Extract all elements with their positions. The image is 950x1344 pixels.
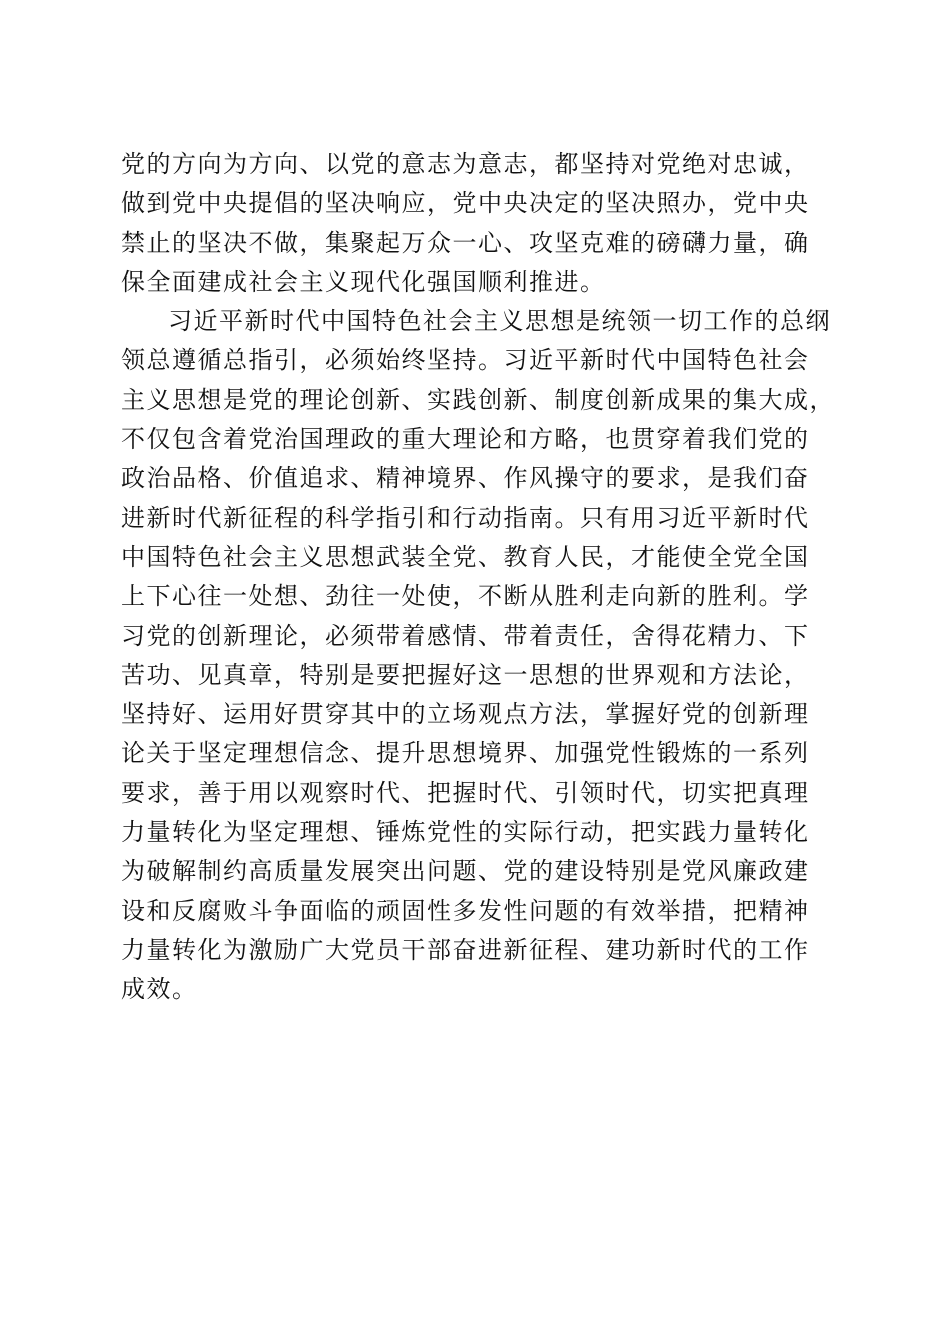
text-line: 习近平新时代中国特色社会主义思想是统领一切工作的总纲 xyxy=(168,307,831,336)
text-line: 保全面建成社会主义现代化强国顺利推进。 xyxy=(121,267,606,296)
text-line: 中国特色社会主义思想武装全党、教育人民，才能使全党全国 xyxy=(121,542,810,571)
document-body xyxy=(121,145,833,1010)
text-line: 成效。 xyxy=(121,975,198,1004)
text-line: 进新时代新征程的科学指引和行动指南。只有用习近平新时代 xyxy=(121,503,810,532)
text-line: 论关于坚定理想信念、提升思想境界、加强党性锻炼的一系列 xyxy=(121,739,810,768)
text-line: 设和反腐败斗争面临的顽固性多发性问题的有效举措，把精神 xyxy=(121,896,810,925)
text-line: 党的方向为方向、以党的意志为意志，都坚持对党绝对忠诚， xyxy=(121,150,810,178)
text-line: 力量转化为坚定理想、锤炼党性的实际行动，把实践力量转化 xyxy=(121,818,810,847)
text-line: 习党的创新理论，必须带着感情、带着责任，舍得花精力、下 xyxy=(121,621,810,650)
text-line: 领总遵循总指引，必须始终坚持。习近平新时代中国特色社会 xyxy=(121,346,810,375)
paragraph-2 xyxy=(121,302,833,1009)
text-line: 不仅包含着党治国理政的重大理论和方略，也贯穿着我们党的 xyxy=(121,425,810,454)
text-line: 上下心往一处想、劲往一处使，不断从胜利走向新的胜利。学 xyxy=(121,582,810,611)
text-line: 主义思想是党的理论创新、实践创新、制度创新成果的集大成， xyxy=(121,385,835,414)
text-line: 要求，善于用以观察时代、把握时代、引领时代，切实把真理 xyxy=(121,778,810,807)
text-line: 力量转化为激励广大党员干部奋进新征程、建功新时代的工作 xyxy=(121,935,810,964)
text-line: 坚持好、运用好贯穿其中的立场观点方法，掌握好党的创新理 xyxy=(121,700,810,729)
text-line: 为破解制约高质量发展突出问题、党的建设特别是党风廉政建 xyxy=(121,857,810,886)
text-line: 禁止的坚决不做，集聚起万众一心、攻坚克难的磅礴力量，确 xyxy=(121,228,810,257)
text-line: 做到党中央提倡的坚决响应，党中央决定的坚决照办，党中央 xyxy=(121,189,810,218)
text-line: 政治品格、价值追求、精神境界、作风操守的要求，是我们奋 xyxy=(121,464,810,493)
text-line: 苦功、见真章，特别是要把握好这一思想的世界观和方法论， xyxy=(121,660,810,689)
paragraph-1 xyxy=(121,145,833,302)
